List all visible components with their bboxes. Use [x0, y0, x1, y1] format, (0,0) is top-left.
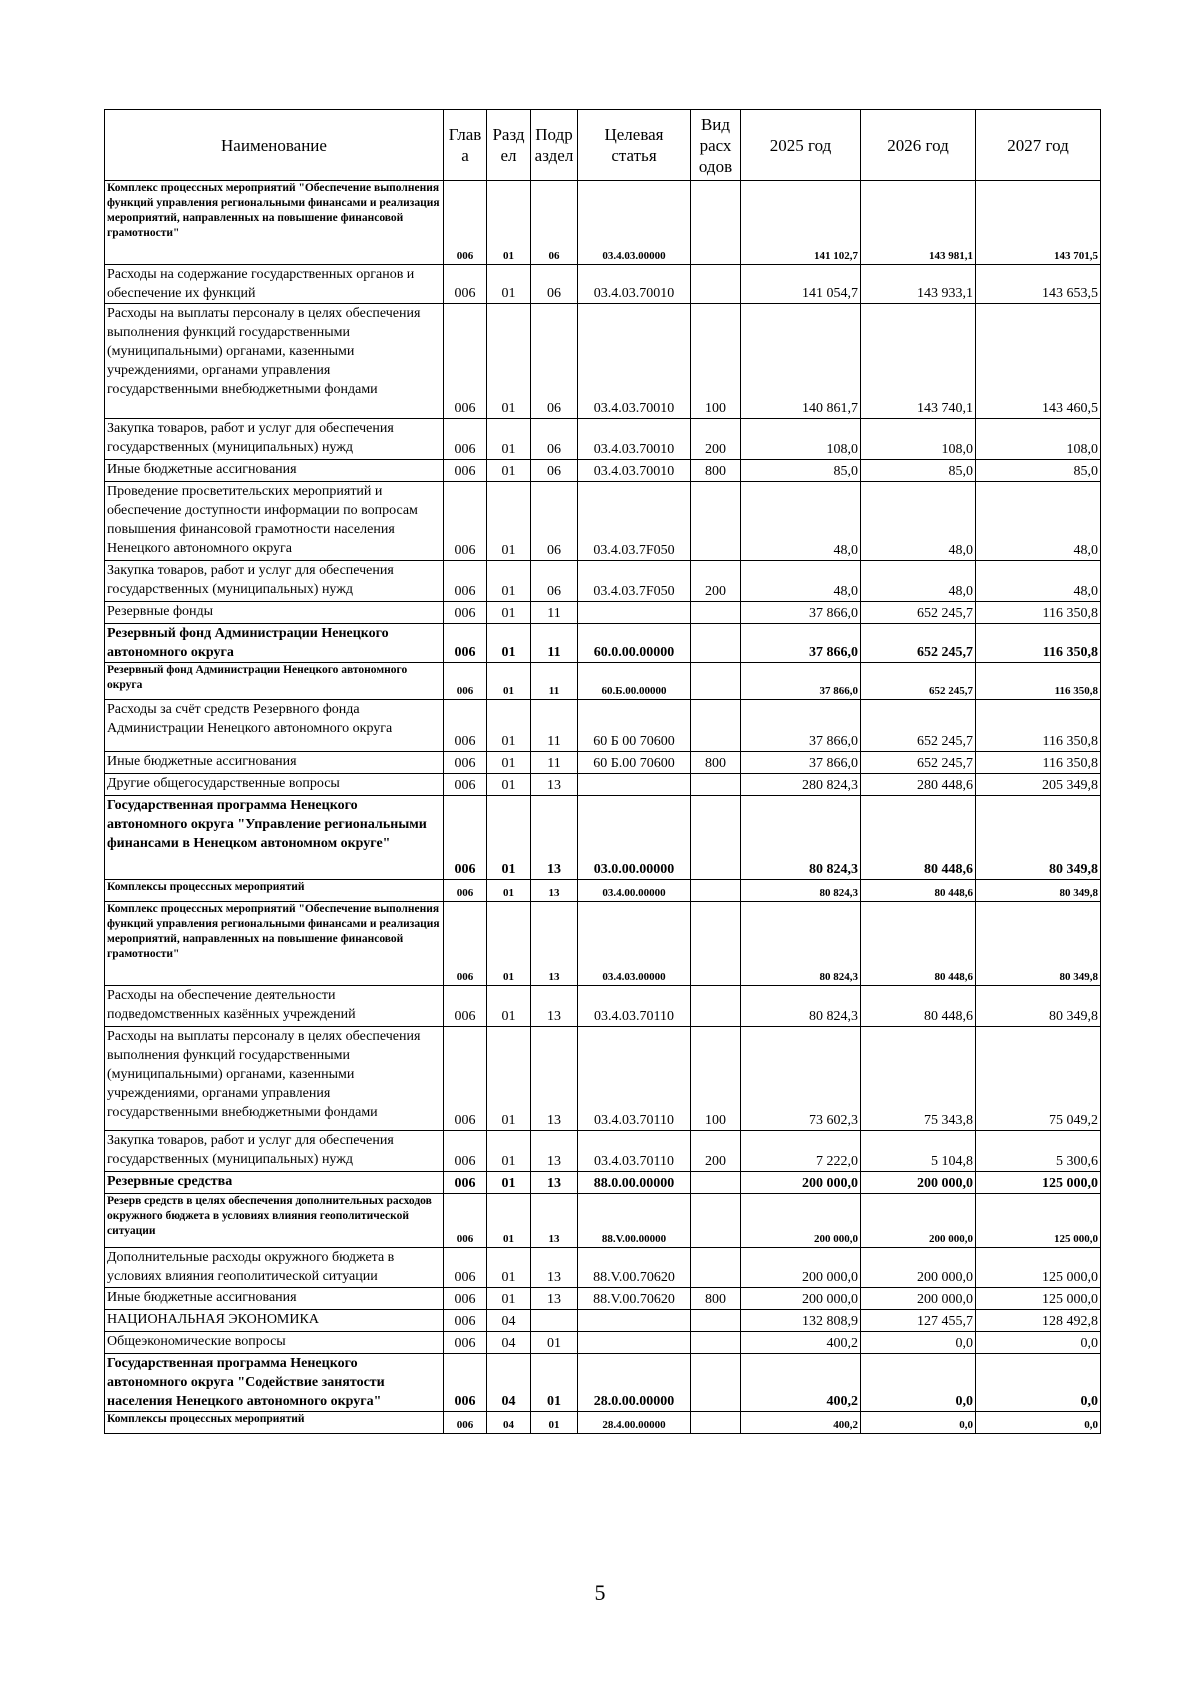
- table-row: [105, 796, 1101, 880]
- cell-podrazdel: 06: [531, 561, 578, 602]
- cell-2026: 48,0: [861, 561, 976, 602]
- cell-name: Расходы на содержание государственных органов и обеспечение их функций: [105, 265, 444, 304]
- cell-glava: 006: [444, 796, 487, 880]
- cell-glava: 006: [444, 1288, 487, 1310]
- cell-2027: 116 350,8: [976, 624, 1101, 663]
- cell-celevaya: 60.0.00.00000: [578, 624, 691, 663]
- cell-podrazdel: 06: [531, 304, 578, 419]
- cell-podrazdel: [531, 1310, 578, 1332]
- cell-glava: 006: [444, 265, 487, 304]
- cell-2026: 0,0: [861, 1412, 976, 1434]
- cell-glava: 006: [444, 700, 487, 752]
- cell-glava: 006: [444, 624, 487, 663]
- cell-2026: 127 455,7: [861, 1310, 976, 1332]
- cell-glava: 006: [444, 1248, 487, 1288]
- cell-2027: 80 349,8: [976, 986, 1101, 1027]
- cell-celevaya: 60.Б.00.00000: [578, 663, 691, 700]
- cell-vid: [691, 265, 741, 304]
- cell-vid: [691, 774, 741, 796]
- cell-razdel: 04: [487, 1412, 531, 1434]
- cell-celevaya: 03.4.03.7F050: [578, 482, 691, 561]
- cell-razdel: 01: [487, 752, 531, 774]
- table-row: [105, 1288, 1101, 1310]
- table-row: [105, 181, 1101, 265]
- cell-vid: [691, 796, 741, 880]
- cell-celevaya: 88.V.00.70620: [578, 1248, 691, 1288]
- cell-name: Закупка товаров, работ и услуг для обеспечения государственных (муниципальных) нужд: [105, 419, 444, 460]
- cell-vid: 800: [691, 752, 741, 774]
- cell-razdel: 04: [487, 1332, 531, 1354]
- cell-celevaya: 03.4.03.70110: [578, 986, 691, 1027]
- cell-celevaya: 03.4.03.7F050: [578, 561, 691, 602]
- cell-razdel: 01: [487, 902, 531, 986]
- cell-name: Расходы на выплаты персоналу в целях обеспечения выполнения функций государственными (муниципальными) органами, казенными учреждениями, органами управления государственными внебюджетными фондами: [105, 1027, 444, 1131]
- cell-2025: 141 102,7: [741, 181, 861, 265]
- cell-2025: 37 866,0: [741, 602, 861, 624]
- table-row: [105, 1172, 1101, 1194]
- table-row: [105, 700, 1101, 752]
- cell-2026: 80 448,6: [861, 880, 976, 902]
- cell-2027: 116 350,8: [976, 602, 1101, 624]
- table-row: [105, 1194, 1101, 1248]
- cell-podrazdel: 11: [531, 602, 578, 624]
- cell-glava: 006: [444, 1194, 487, 1248]
- cell-vid: [691, 902, 741, 986]
- cell-razdel: 01: [487, 482, 531, 561]
- cell-podrazdel: 06: [531, 482, 578, 561]
- cell-glava: 006: [444, 1172, 487, 1194]
- cell-glava: 006: [444, 752, 487, 774]
- cell-podrazdel: 06: [531, 265, 578, 304]
- table-row: [105, 986, 1101, 1027]
- cell-podrazdel: 06: [531, 419, 578, 460]
- table-row: [105, 1332, 1101, 1354]
- cell-2025: 37 866,0: [741, 752, 861, 774]
- table-row: [105, 902, 1101, 986]
- header-vid: Вид расх одов: [691, 110, 741, 181]
- cell-glava: 006: [444, 1310, 487, 1332]
- cell-podrazdel: 13: [531, 986, 578, 1027]
- cell-2026: 652 245,7: [861, 624, 976, 663]
- table-row: [105, 482, 1101, 561]
- table-row: [105, 624, 1101, 663]
- cell-2025: 400,2: [741, 1332, 861, 1354]
- cell-2027: 125 000,0: [976, 1172, 1101, 1194]
- cell-glava: 006: [444, 774, 487, 796]
- cell-celevaya: 03.4.03.70010: [578, 419, 691, 460]
- cell-2027: 143 701,5: [976, 181, 1101, 265]
- cell-celevaya: 88.0.00.00000: [578, 1172, 691, 1194]
- cell-podrazdel: 13: [531, 1194, 578, 1248]
- cell-celevaya: 03.4.03.00000: [578, 181, 691, 265]
- cell-vid: [691, 181, 741, 265]
- cell-podrazdel: 13: [531, 1248, 578, 1288]
- cell-celevaya: 03.4.03.00000: [578, 902, 691, 986]
- cell-name: Дополнительные расходы окружного бюджета в условиях влияния геополитической ситуации: [105, 1248, 444, 1288]
- cell-2025: 141 054,7: [741, 265, 861, 304]
- cell-2027: 205 349,8: [976, 774, 1101, 796]
- cell-name: Общеэкономические вопросы: [105, 1332, 444, 1354]
- table-row: [105, 880, 1101, 902]
- cell-razdel: 01: [487, 1131, 531, 1172]
- cell-podrazdel: 11: [531, 624, 578, 663]
- cell-2025: 200 000,0: [741, 1288, 861, 1310]
- cell-2026: 200 000,0: [861, 1194, 976, 1248]
- cell-2027: 116 350,8: [976, 700, 1101, 752]
- cell-2025: 200 000,0: [741, 1248, 861, 1288]
- cell-glava: 006: [444, 460, 487, 482]
- cell-name: Иные бюджетные ассигнования: [105, 1288, 444, 1310]
- cell-podrazdel: 13: [531, 1027, 578, 1131]
- cell-vid: [691, 880, 741, 902]
- cell-podrazdel: 11: [531, 663, 578, 700]
- cell-2025: 37 866,0: [741, 624, 861, 663]
- cell-2027: 0,0: [976, 1332, 1101, 1354]
- cell-name: Расходы на обеспечение деятельности подведомственных казённых учреждений: [105, 986, 444, 1027]
- cell-name: Другие общегосударственные вопросы: [105, 774, 444, 796]
- cell-celevaya: [578, 774, 691, 796]
- cell-2025: 80 824,3: [741, 986, 861, 1027]
- cell-razdel: 04: [487, 1354, 531, 1412]
- cell-razdel: 01: [487, 1194, 531, 1248]
- cell-name: Комплекс процессных мероприятий "Обеспечение выполнения функций управления региональными финансами и реализация мероприятий, направленных на повышение финансовой грамотности": [105, 181, 444, 265]
- cell-name: Закупка товаров, работ и услуг для обеспечения государственных (муниципальных) нужд: [105, 561, 444, 602]
- cell-2027: 116 350,8: [976, 663, 1101, 700]
- cell-razdel: 01: [487, 880, 531, 902]
- cell-2027: 125 000,0: [976, 1288, 1101, 1310]
- cell-2026: 652 245,7: [861, 663, 976, 700]
- cell-2026: 5 104,8: [861, 1131, 976, 1172]
- cell-podrazdel: 13: [531, 880, 578, 902]
- cell-name: Проведение просветительских мероприятий и обеспечение доступности информации по вопросам повышения финансовой грамотности населения Ненецкого автономного округа: [105, 482, 444, 561]
- cell-2026: 48,0: [861, 482, 976, 561]
- cell-2026: 143 981,1: [861, 181, 976, 265]
- cell-2027: 143 460,5: [976, 304, 1101, 419]
- cell-celevaya: 03.4.03.70010: [578, 304, 691, 419]
- cell-2026: 80 448,6: [861, 902, 976, 986]
- cell-vid: [691, 482, 741, 561]
- cell-2027: 48,0: [976, 561, 1101, 602]
- cell-podrazdel: 01: [531, 1332, 578, 1354]
- cell-glava: 006: [444, 1131, 487, 1172]
- cell-razdel: 01: [487, 304, 531, 419]
- cell-glava: 006: [444, 1354, 487, 1412]
- cell-glava: 006: [444, 561, 487, 602]
- cell-glava: 006: [444, 181, 487, 265]
- header-2025: 2025 год: [741, 110, 861, 181]
- table-row: [105, 1412, 1101, 1434]
- cell-razdel: 01: [487, 774, 531, 796]
- table-row: [105, 419, 1101, 460]
- table-row: [105, 1310, 1101, 1332]
- cell-2026: 200 000,0: [861, 1172, 976, 1194]
- cell-2026: 143 740,1: [861, 304, 976, 419]
- cell-glava: 006: [444, 663, 487, 700]
- cell-razdel: 01: [487, 1288, 531, 1310]
- table-row: [105, 663, 1101, 700]
- cell-vid: [691, 1172, 741, 1194]
- cell-glava: 006: [444, 986, 487, 1027]
- table-row: [105, 561, 1101, 602]
- table-row: [105, 1354, 1101, 1412]
- cell-2026: 75 343,8: [861, 1027, 976, 1131]
- header-name: Наименование: [105, 110, 444, 181]
- cell-2027: 125 000,0: [976, 1194, 1101, 1248]
- header-row: [105, 110, 1101, 181]
- cell-razdel: 01: [487, 1172, 531, 1194]
- cell-2025: 200 000,0: [741, 1172, 861, 1194]
- cell-celevaya: 88.V.00.00000: [578, 1194, 691, 1248]
- cell-2026: 0,0: [861, 1332, 976, 1354]
- cell-2026: 80 448,6: [861, 986, 976, 1027]
- cell-vid: [691, 624, 741, 663]
- page-number: 5: [594, 1580, 606, 1605]
- cell-name: Комплекс процессных мероприятий "Обеспечение выполнения функций управления региональными финансами и реализация мероприятий, направленных на повышение финансовой грамотности": [105, 902, 444, 986]
- cell-vid: [691, 1194, 741, 1248]
- cell-name: Комплексы процессных мероприятий: [105, 880, 444, 902]
- cell-glava: 006: [444, 304, 487, 419]
- cell-2025: 132 808,9: [741, 1310, 861, 1332]
- cell-name: Закупка товаров, работ и услуг для обеспечения государственных (муниципальных) нужд: [105, 1131, 444, 1172]
- table-body: [105, 181, 1101, 1434]
- header-2026: 2026 год: [861, 110, 976, 181]
- cell-razdel: 01: [487, 663, 531, 700]
- cell-celevaya: 03.4.03.70110: [578, 1131, 691, 1172]
- cell-name: Расходы на выплаты персоналу в целях обеспечения выполнения функций государственными (муниципальными) органами, казенными учреждениями, органами управления государственными внебюджетными фондами: [105, 304, 444, 419]
- budget-table: [104, 109, 1101, 1434]
- cell-2027: 85,0: [976, 460, 1101, 482]
- cell-name: Резервный фонд Администрации Ненецкого автономного округа: [105, 663, 444, 700]
- cell-2027: 80 349,8: [976, 880, 1101, 902]
- cell-podrazdel: 01: [531, 1412, 578, 1434]
- cell-podrazdel: 01: [531, 1354, 578, 1412]
- cell-podrazdel: 13: [531, 1131, 578, 1172]
- cell-name: Комплексы процессных мероприятий: [105, 1412, 444, 1434]
- cell-2025: 108,0: [741, 419, 861, 460]
- table-row: [105, 1131, 1101, 1172]
- cell-vid: [691, 1354, 741, 1412]
- cell-razdel: 04: [487, 1310, 531, 1332]
- cell-2025: 80 824,3: [741, 902, 861, 986]
- cell-glava: 006: [444, 880, 487, 902]
- cell-podrazdel: 06: [531, 181, 578, 265]
- cell-glava: 006: [444, 419, 487, 460]
- cell-celevaya: 03.4.03.70010: [578, 265, 691, 304]
- cell-glava: 006: [444, 482, 487, 561]
- cell-podrazdel: 11: [531, 700, 578, 752]
- cell-razdel: 01: [487, 561, 531, 602]
- header-2027: 2027 год: [976, 110, 1101, 181]
- cell-2026: 652 245,7: [861, 700, 976, 752]
- header-celevaya: Целевая статья: [578, 110, 691, 181]
- cell-podrazdel: 13: [531, 1288, 578, 1310]
- cell-vid: 200: [691, 1131, 741, 1172]
- cell-vid: [691, 1332, 741, 1354]
- cell-2025: 140 861,7: [741, 304, 861, 419]
- cell-2025: 200 000,0: [741, 1194, 861, 1248]
- cell-2026: 108,0: [861, 419, 976, 460]
- cell-2027: 48,0: [976, 482, 1101, 561]
- cell-razdel: 01: [487, 700, 531, 752]
- cell-glava: 006: [444, 602, 487, 624]
- cell-name: Иные бюджетные ассигнования: [105, 752, 444, 774]
- cell-2025: 80 824,3: [741, 796, 861, 880]
- cell-razdel: 01: [487, 602, 531, 624]
- cell-celevaya: 03.4.00.00000: [578, 880, 691, 902]
- cell-podrazdel: 11: [531, 752, 578, 774]
- cell-glava: 006: [444, 902, 487, 986]
- cell-2025: 400,2: [741, 1354, 861, 1412]
- table-row: [105, 1248, 1101, 1288]
- cell-razdel: 01: [487, 986, 531, 1027]
- cell-2027: 80 349,8: [976, 902, 1101, 986]
- cell-glava: 006: [444, 1412, 487, 1434]
- header-glava: Глав а: [444, 110, 487, 181]
- cell-2026: 652 245,7: [861, 602, 976, 624]
- cell-2025: 48,0: [741, 482, 861, 561]
- cell-celevaya: 60 Б 00 70600: [578, 700, 691, 752]
- cell-2027: 125 000,0: [976, 1248, 1101, 1288]
- cell-2026: 280 448,6: [861, 774, 976, 796]
- cell-vid: [691, 700, 741, 752]
- header-podrazdel: Подр аздел: [531, 110, 578, 181]
- cell-vid: 200: [691, 561, 741, 602]
- cell-name: Государственная программа Ненецкого автономного округа "Управление региональными финансами в Ненецком автономном округе": [105, 796, 444, 880]
- cell-2027: 108,0: [976, 419, 1101, 460]
- cell-2025: 85,0: [741, 460, 861, 482]
- table-row: [105, 304, 1101, 419]
- cell-name: Резервные средства: [105, 1172, 444, 1194]
- cell-2025: 37 866,0: [741, 663, 861, 700]
- cell-2027: 75 049,2: [976, 1027, 1101, 1131]
- cell-celevaya: [578, 1332, 691, 1354]
- cell-2026: 200 000,0: [861, 1248, 976, 1288]
- cell-2027: 0,0: [976, 1412, 1101, 1434]
- cell-2025: 280 824,3: [741, 774, 861, 796]
- cell-glava: 006: [444, 1332, 487, 1354]
- cell-2025: 400,2: [741, 1412, 861, 1434]
- cell-razdel: 01: [487, 1027, 531, 1131]
- cell-celevaya: 03.4.03.70010: [578, 460, 691, 482]
- cell-celevaya: 88.V.00.70620: [578, 1288, 691, 1310]
- table-row: [105, 460, 1101, 482]
- cell-vid: 800: [691, 1288, 741, 1310]
- cell-name: Государственная программа Ненецкого автономного округа "Содействие занятости населения Ненецкого автономного округа": [105, 1354, 444, 1412]
- cell-2025: 37 866,0: [741, 700, 861, 752]
- cell-2026: 652 245,7: [861, 752, 976, 774]
- cell-vid: 100: [691, 304, 741, 419]
- cell-celevaya: 03.0.00.00000: [578, 796, 691, 880]
- cell-2027: 0,0: [976, 1354, 1101, 1412]
- cell-2026: 80 448,6: [861, 796, 976, 880]
- cell-celevaya: [578, 1310, 691, 1332]
- header-razdel: Разд ел: [487, 110, 531, 181]
- cell-vid: [691, 1412, 741, 1434]
- cell-vid: [691, 1248, 741, 1288]
- cell-razdel: 01: [487, 419, 531, 460]
- cell-name: Иные бюджетные ассигнования: [105, 460, 444, 482]
- cell-razdel: 01: [487, 624, 531, 663]
- cell-vid: [691, 663, 741, 700]
- cell-razdel: 01: [487, 265, 531, 304]
- cell-podrazdel: 13: [531, 796, 578, 880]
- cell-name: НАЦИОНАЛЬНАЯ ЭКОНОМИКА: [105, 1310, 444, 1332]
- cell-name: Расходы за счёт средств Резервного фонда Администрации Ненецкого автономного округа: [105, 700, 444, 752]
- cell-celevaya: 28.4.00.00000: [578, 1412, 691, 1434]
- cell-2027: 128 492,8: [976, 1310, 1101, 1332]
- cell-2027: 5 300,6: [976, 1131, 1101, 1172]
- cell-2027: 116 350,8: [976, 752, 1101, 774]
- cell-vid: 100: [691, 1027, 741, 1131]
- cell-name: Резервный фонд Администрации Ненецкого автономного округа: [105, 624, 444, 663]
- table-row: [105, 1027, 1101, 1131]
- cell-2025: 73 602,3: [741, 1027, 861, 1131]
- cell-celevaya: 03.4.03.70110: [578, 1027, 691, 1131]
- cell-name: Резервные фонды: [105, 602, 444, 624]
- cell-celevaya: 28.0.00.00000: [578, 1354, 691, 1412]
- cell-podrazdel: 13: [531, 902, 578, 986]
- cell-2025: 7 222,0: [741, 1131, 861, 1172]
- table-row: [105, 752, 1101, 774]
- table-row: [105, 602, 1101, 624]
- cell-2026: 200 000,0: [861, 1288, 976, 1310]
- cell-razdel: 01: [487, 796, 531, 880]
- cell-razdel: 01: [487, 460, 531, 482]
- cell-podrazdel: 13: [531, 1172, 578, 1194]
- cell-vid: 200: [691, 419, 741, 460]
- table-row: [105, 265, 1101, 304]
- cell-vid: [691, 1310, 741, 1332]
- cell-2026: 85,0: [861, 460, 976, 482]
- cell-razdel: 01: [487, 1248, 531, 1288]
- cell-2027: 80 349,8: [976, 796, 1101, 880]
- cell-2027: 143 653,5: [976, 265, 1101, 304]
- cell-2026: 0,0: [861, 1354, 976, 1412]
- cell-podrazdel: 06: [531, 460, 578, 482]
- cell-vid: [691, 602, 741, 624]
- cell-celevaya: 60 Б.00 70600: [578, 752, 691, 774]
- cell-vid: 800: [691, 460, 741, 482]
- cell-vid: [691, 986, 741, 1027]
- cell-2026: 143 933,1: [861, 265, 976, 304]
- cell-2025: 80 824,3: [741, 880, 861, 902]
- cell-2025: 48,0: [741, 561, 861, 602]
- cell-name: Резерв средств в целях обеспечения дополнительных расходов окружного бюджета в условиях влияния геополитической ситуации: [105, 1194, 444, 1248]
- cell-razdel: 01: [487, 181, 531, 265]
- cell-celevaya: [578, 602, 691, 624]
- cell-podrazdel: 13: [531, 774, 578, 796]
- table-row: [105, 774, 1101, 796]
- cell-glava: 006: [444, 1027, 487, 1131]
